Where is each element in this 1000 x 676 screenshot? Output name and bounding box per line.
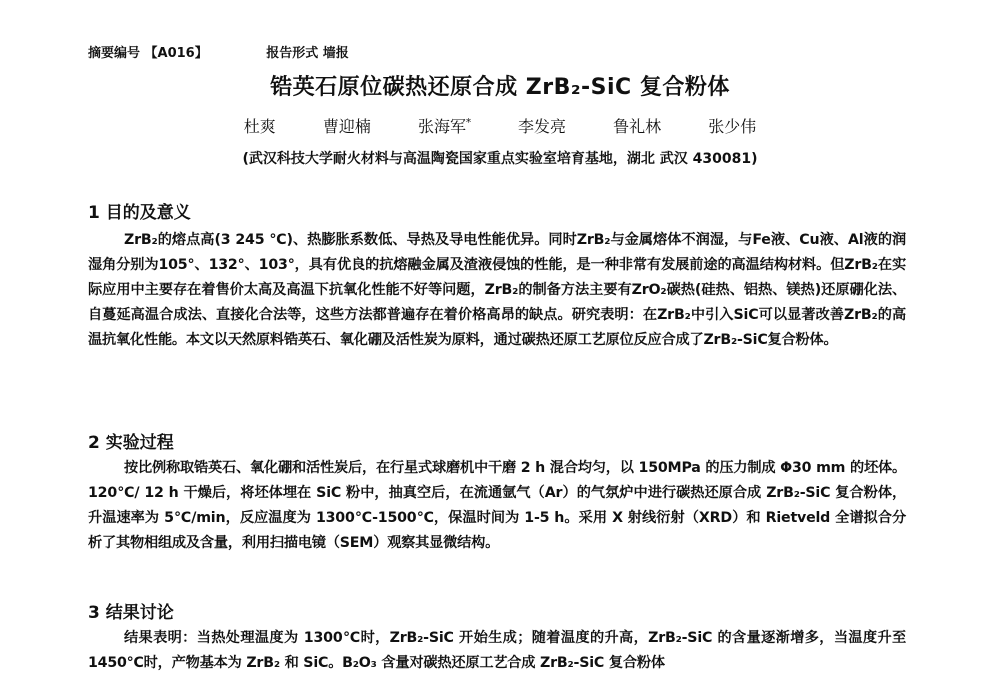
abstract-number: 摘要编号 【A016】	[88, 46, 208, 61]
paper-title: 锆英石原位碳热还原合成 ZrB₂-SiC 复合粉体	[270, 75, 730, 100]
section-paragraph: 结果表明：当热处理温度为 1300℃时，ZrB₂-SiC 开始生成；随着温度的升高，ZrB₂-SiC 的含量逐渐增多，当温度升至 1450℃时，产物基本为 ZrB₂ 和 SiC。B₂O₃ 含量对碳热还原工艺合成 ZrB₂-SiC 复合粉体	[88, 630, 906, 671]
author-list	[0, 114, 1000, 137]
abstract-meta	[88, 42, 403, 61]
section-paragraph: 按比例称取锆英石、氧化硼和活性炭后，在行星式球磨机中干磨 2 h 混合均匀，以 150MPa 的压力制成 Φ30 mm 的坯体。120℃/ 12 h 干燥后，将坯体埋在 SiC 粉中，抽真空后，在流通氩气（Ar）的气氛炉中进行碳热还原合成 ZrB₂-SiC 复合粉体，升温速率为 5℃/min，反应温度为 1300℃-1500℃，保温时间为 1-5 h。采用 X 射线衍射（XRD）和 Rietveld 全谱拟合分析了其物相组成及含量，利用扫描电镜（SEM）观察其显微结构。	[88, 460, 906, 551]
section-heading: 1 目的及意义	[88, 203, 191, 223]
section-heading: 3 结果讨论	[88, 603, 174, 623]
author-name: 鲁礼林	[613, 117, 662, 136]
author-name: 张少伟	[708, 117, 757, 136]
author-name: 杜爽	[243, 117, 276, 136]
report-form: 报告形式 墙报	[266, 46, 349, 61]
section-paragraph: ZrB₂的熔点高(3 245 ℃)、热膨胀系数低、导热及导电性能优异。同时ZrB₂与金属熔体不润湿，与Fe液、Cu液、Al液的润湿角分别为105°、132°、103°，具有优良的抗熔融金属及渣液侵蚀的性能，是一种非常有发展前途的高温结构材料。但ZrB₂在实际应用中主要存在着售价太高及高温下抗氧化性能不好等问题，ZrB₂的制备方法主要有ZrO₂碳热(硅热、铝热、镁热)还原硼化法、自蔓延高温合成法、直接化合法等，这些方法都普遍存在着价格高昂的缺点。研究表明：在ZrB₂中引入SiC可以显著改善ZrB₂的高温抗氧化性能。本文以天然原料锆英石、氧化硼及活性炭为原料，通过碳热还原工艺原位反应合成了ZrB₂-SiC复合粉体。	[88, 232, 906, 348]
section-heading: 2 实验过程	[88, 433, 174, 453]
corresponding-mark: *	[465, 117, 471, 129]
author-name: 曹迎楠	[322, 117, 371, 136]
author-name: 张海军*	[417, 117, 471, 136]
author-name: 李发亮	[518, 117, 567, 136]
affiliation: (武汉科技大学耐火材料与高温陶瓷国家重点实验室培育基地，湖北 武汉 430081)	[242, 151, 758, 167]
